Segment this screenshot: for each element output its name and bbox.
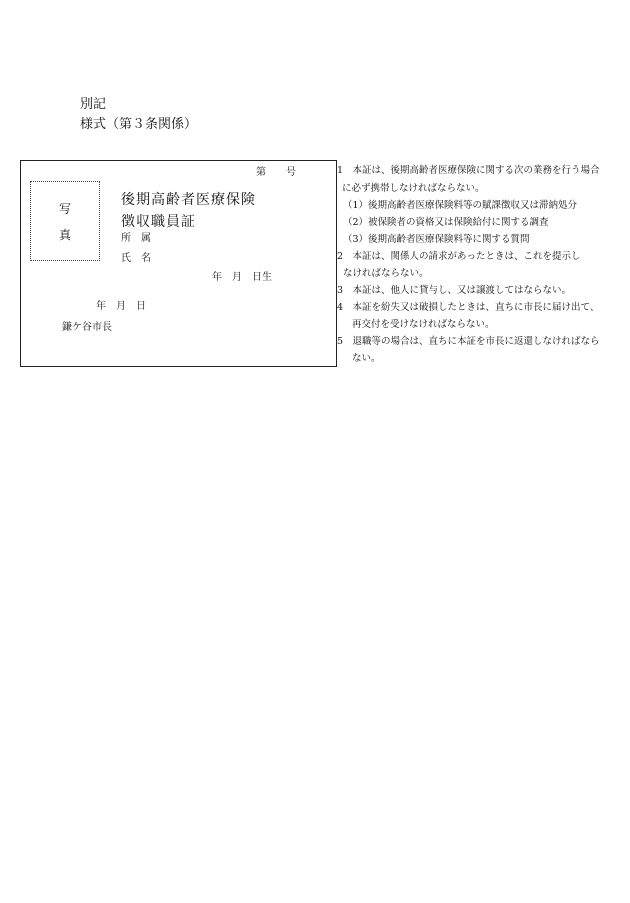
card-title-line1: 後期高齢者医療保険 (121, 192, 256, 208)
note-5-cont: ない。 (352, 353, 381, 364)
birth-date-label: 年 月 日生 (212, 272, 272, 283)
note-3: 3 本証は、他人に貸与し、又は譲渡してはならない。 (337, 285, 572, 296)
note-1: 1 本証は、後期高齢者医療保険に関する次の業務を行う場合 (337, 165, 600, 176)
photo-label-1: 写 (58, 202, 71, 216)
affiliation-label: 所 属 (121, 233, 151, 244)
note-1-item-3: （3）後期高齢者医療保険料等に関する質問 (343, 234, 530, 245)
id-card (20, 160, 337, 367)
form-title: 様式（第３条関係） (80, 117, 198, 132)
photo-label-2: 真 (58, 228, 71, 242)
note-2-cont: なければならない。 (343, 268, 429, 279)
card-title-line2: 徴収職員証 (121, 214, 196, 230)
attachment-label: 別記 (80, 97, 107, 112)
issuer-label: 鎌ケ谷市長 (62, 322, 112, 333)
note-5: 5 退職等の場合は、直ちに本証を市長に返還しなければなら (337, 336, 600, 347)
note-1-cont: に必ず携帯しなければならない。 (342, 183, 485, 194)
note-1-item-1: （1）後期高齢者医療保険料等の賦課徴収又は滞納処分 (343, 200, 578, 211)
card-number-label: 第 号 (256, 167, 296, 178)
note-4-cont: 再交付を受けなければならない。 (352, 319, 495, 330)
issue-date-label: 年 月 日 (96, 301, 146, 312)
photo-box (30, 181, 100, 261)
note-2: 2 本証は、関係人の請求があったときは、これを提示し (337, 251, 581, 262)
note-4: 4 本証を紛失又は破損したときは、直ちに市長に届け出て、 (337, 302, 600, 313)
note-1-item-2: （2）被保険者の資格又は保険給付に関する調査 (343, 217, 549, 228)
name-label: 氏 名 (121, 253, 151, 264)
